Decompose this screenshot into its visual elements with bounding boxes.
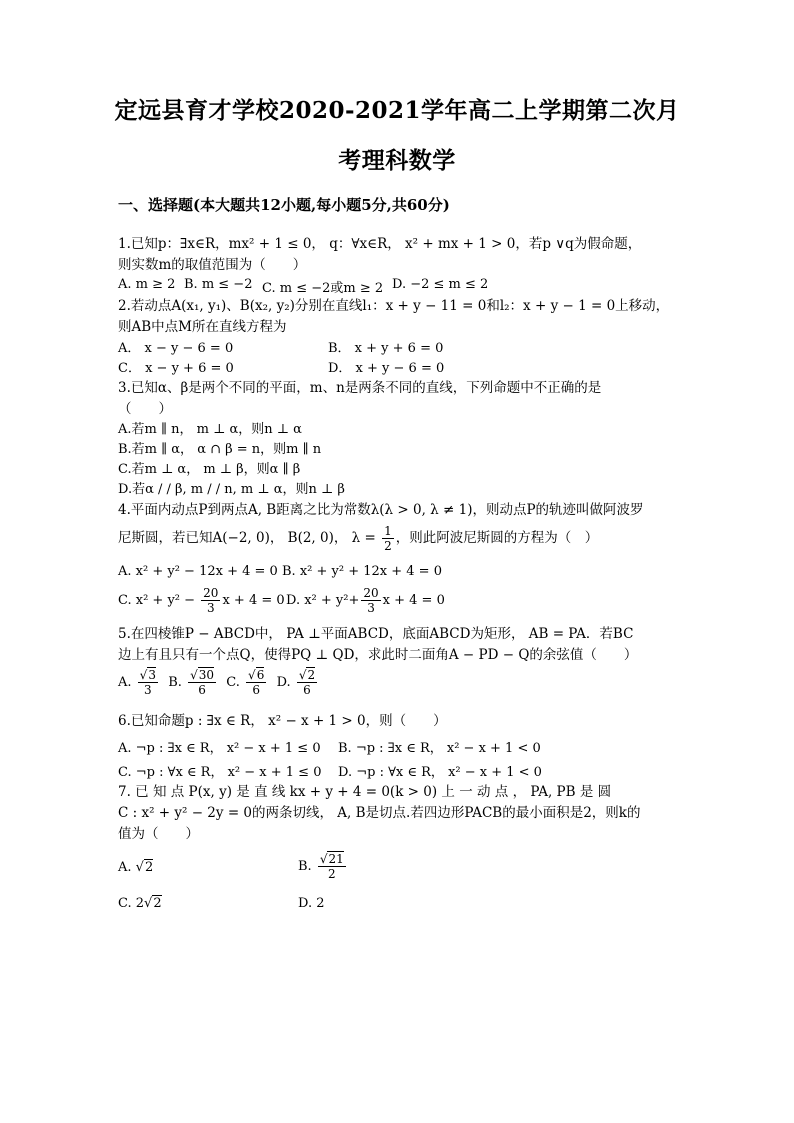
question-7-line2: C : x² + y² − 2y = 0的两条切线， A, B是切点.若四边形PACB的最小面积是2，则k的 bbox=[118, 805, 641, 821]
lambda-numerator: 1 bbox=[384, 524, 392, 538]
q1-option-b: B. m ≤ −2 bbox=[184, 277, 253, 292]
q5d-rad: 2 bbox=[307, 668, 316, 682]
q5c-fraction bbox=[246, 668, 266, 697]
q2-option-a: A． x − y − 6 = 0 bbox=[118, 341, 234, 356]
question-1-line2: 则实数m的取值范围为（ ） bbox=[118, 257, 307, 273]
q4d-fraction bbox=[361, 586, 380, 615]
q3-option-c: C.若m ⊥ α， m ⊥ β，则α ∥ β bbox=[118, 462, 301, 477]
q4-option-d-pre: D. x² + y²+ bbox=[286, 593, 360, 608]
question-2-line1: 2.若动点A(x₁, y₁)、B(x₂, y₂)分别在直线l₁：x + y − 11 = 0和l₂：x + y − 1 = 0上移动， bbox=[118, 298, 670, 314]
q7b-num: √21 bbox=[319, 852, 344, 866]
q4-option-b: B. x² + y² + 12x + 4 = 0 bbox=[282, 564, 442, 579]
q7a-rad: 2 bbox=[144, 860, 154, 875]
q4-option-d-post: x + 4 = 0 bbox=[382, 593, 445, 608]
q4-option-c-pre: C. x² + y² − bbox=[118, 593, 200, 608]
q3-option-d: D.若α / / β, m / / n, m ⊥ α，则n ⊥ β bbox=[118, 482, 345, 497]
q5-option-d-label: D. bbox=[276, 675, 291, 690]
q7c-rad: 2 bbox=[153, 896, 162, 911]
question-4-line2a: 尼斯圆，若已知A(−2, 0)， B(2, 0)， λ = bbox=[118, 530, 381, 546]
question-3-line1: 3.已知α、β是两个不同的平面，m、n是两条不同的直线，下列命题中不正确的是 bbox=[118, 380, 602, 396]
q4c-fraction bbox=[201, 586, 220, 615]
question-4-line2-wrap bbox=[118, 524, 678, 553]
q2-option-c: C． x − y + 6 = 0 bbox=[118, 361, 234, 376]
q6-option-b: B. ¬p : ∃x ∈ R， x² − x + 1 < 0 bbox=[338, 741, 541, 756]
question-2 bbox=[118, 296, 678, 338]
question-6 bbox=[118, 711, 678, 732]
q4c-num: 20 bbox=[203, 586, 219, 600]
q5b-den: 6 bbox=[198, 683, 206, 697]
q7b-label: B. bbox=[298, 859, 316, 874]
q5a-den: 3 bbox=[144, 683, 152, 697]
q4c-den: 3 bbox=[206, 601, 215, 615]
q7c-label: C. 2 bbox=[118, 896, 145, 911]
q5b-rad: 30 bbox=[198, 668, 214, 682]
q3-option-b: B.若m ∥ α， α ∩ β = n，则m ∥ n bbox=[118, 442, 322, 457]
q7-option-c: C. 2√2 bbox=[118, 896, 162, 911]
q4-option-a: A. x² + y² − 12x + 4 = 0 bbox=[118, 564, 278, 579]
q5a-rad: 3 bbox=[148, 668, 156, 682]
q5-option-b-label: B. bbox=[168, 675, 182, 690]
q5c-num: √6 bbox=[248, 668, 265, 682]
q1-option-a: A. m ≥ 2 bbox=[118, 277, 176, 292]
q5-option-a-label: A. bbox=[118, 675, 132, 690]
q5d-fraction bbox=[297, 668, 317, 697]
q5a-num: √3 bbox=[139, 668, 156, 682]
q7-option-b bbox=[298, 852, 348, 881]
question-3-line2: （ ） bbox=[118, 401, 172, 417]
q4d-num: 20 bbox=[363, 586, 379, 600]
q1-option-d: D. −2 ≤ m ≤ 2 bbox=[392, 277, 489, 292]
page-title-line2: 考理科数学 bbox=[338, 147, 456, 174]
question-2-line2: 则AB中点M所在直线方程为 bbox=[118, 319, 287, 335]
q7-option-d: D. 2 bbox=[298, 896, 325, 911]
section-heading: 一、选择题(本大题共12小题,每小题5分,共60分) bbox=[118, 196, 450, 214]
question-7 bbox=[118, 782, 678, 845]
q5b-num: √30 bbox=[190, 668, 214, 682]
q3-option-a: A.若m ∥ n， m ⊥ α，则n ⊥ α bbox=[118, 422, 302, 437]
question-5-line2: 边上有且只有一个点Q，使得PQ ⊥ QD，求此时二面角A − PD − Q的余弦值（ ） bbox=[118, 647, 638, 663]
q5-options bbox=[118, 668, 319, 697]
question-6-line1: 6.已知命题p : ∃x ∈ R， x² − x + 1 > 0，则（ ） bbox=[118, 713, 447, 729]
q7b-den: 2 bbox=[327, 867, 336, 881]
page-title-line1: 定远县育才学校2020-2021学年高二上学期第二次月 bbox=[114, 97, 680, 124]
question-4 bbox=[118, 500, 678, 521]
q7-option-a: A. √2 bbox=[118, 860, 154, 875]
q4-option-c bbox=[118, 586, 285, 615]
q5c-rad: 6 bbox=[256, 668, 265, 682]
q4-option-c-post: x + 4 = 0 bbox=[222, 593, 285, 608]
question-1 bbox=[118, 234, 678, 276]
q6-option-c: C. ¬p : ∀x ∈ R， x² − x + 1 ≤ 0 bbox=[118, 765, 322, 780]
question-5 bbox=[118, 624, 678, 666]
q7b-rad: 21 bbox=[328, 852, 344, 866]
question-7-line3: 值为（ ） bbox=[118, 826, 199, 842]
q5b-fraction bbox=[188, 668, 216, 697]
q4-option-d bbox=[286, 586, 445, 615]
q1-option-c: C. m ≤ −2或m ≥ 2 bbox=[262, 281, 384, 296]
question-4-line1: 4.平面内动点P到两点A, B距离之比为常数λ(λ > 0, λ ≠ 1)，则动点P的轨迹叫做阿波罗 bbox=[118, 502, 644, 518]
q5a-fraction bbox=[138, 668, 158, 697]
q5d-num: √2 bbox=[298, 668, 316, 682]
q7a-label: A. bbox=[118, 860, 136, 875]
question-7-line1: 7. 已 知 点 P(x, y) 是 直 线 kx + y + 4 = 0(k > 0) 上 一 动 点 ， PA, PB 是 圆 bbox=[118, 784, 612, 800]
q5c-den: 6 bbox=[252, 683, 260, 697]
q4d-den: 3 bbox=[367, 601, 375, 615]
q5d-den: 6 bbox=[303, 683, 311, 697]
question-4-line2b: ，则此阿波尼斯圆的方程为（ ） bbox=[395, 530, 599, 546]
q2-option-b: B． x + y + 6 = 0 bbox=[328, 341, 444, 356]
q2-option-d: D． x + y − 6 = 0 bbox=[328, 361, 445, 376]
q7b-fraction bbox=[318, 852, 346, 881]
question-5-line1: 5.在四棱锥P − ABCD中， PA ⊥平面ABCD，底面ABCD为矩形， AB = PA．若BC bbox=[118, 626, 634, 642]
question-1-line1: 1.已知p：∃x∈R，mx² + 1 ≤ 0， q：∀x∈R， x² + mx + 1 > 0，若p ∨q为假命题， bbox=[118, 236, 642, 252]
lambda-fraction bbox=[382, 524, 394, 553]
q6-option-a: A. ¬p : ∃x ∈ R， x² − x + 1 ≤ 0 bbox=[118, 741, 321, 756]
lambda-denominator: 2 bbox=[384, 539, 392, 553]
q5-option-c-label: C. bbox=[226, 675, 240, 690]
q6-option-d: D. ¬p : ∀x ∈ R， x² − x + 1 < 0 bbox=[338, 765, 542, 780]
question-3 bbox=[118, 378, 678, 420]
